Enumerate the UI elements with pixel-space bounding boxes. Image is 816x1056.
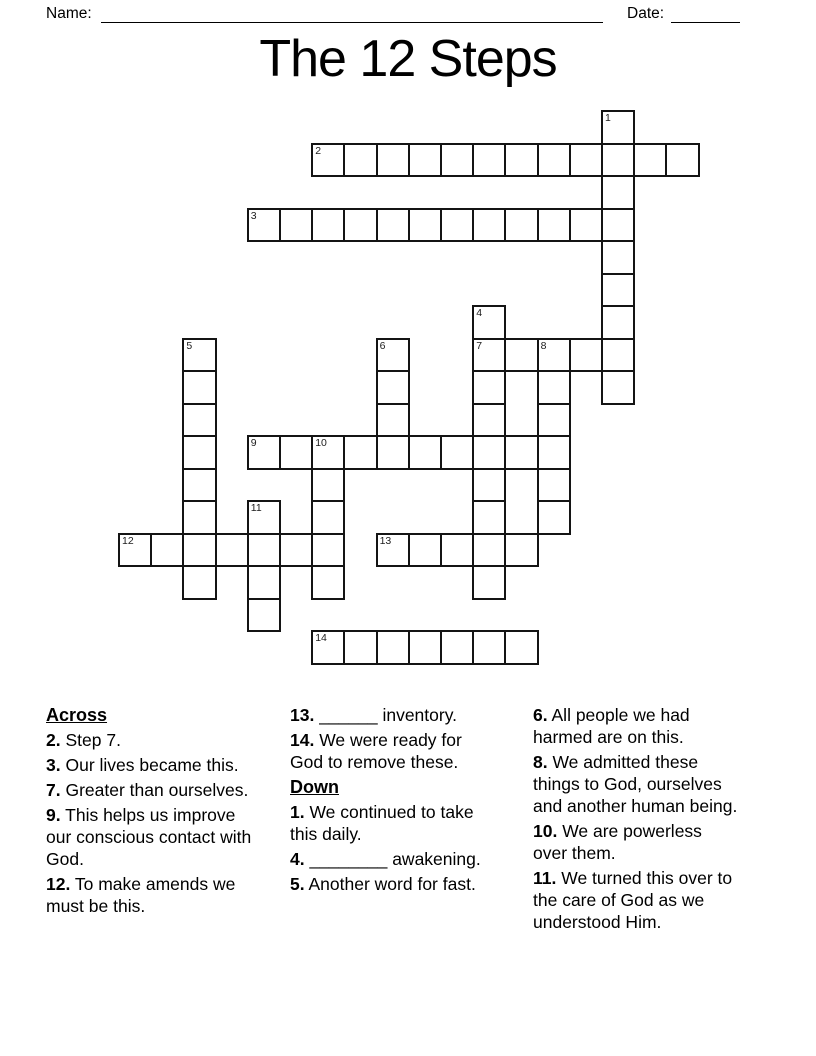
grid-cell[interactable] bbox=[504, 338, 538, 373]
clue-text: To make amends we must be this. bbox=[46, 874, 236, 916]
name-blank-line[interactable] bbox=[101, 5, 603, 23]
clue-number: 13. bbox=[290, 705, 315, 725]
grid-cell[interactable] bbox=[311, 533, 345, 568]
clue-number: 3. bbox=[46, 755, 61, 775]
grid-cell[interactable] bbox=[408, 435, 442, 470]
across-clues-header: Across bbox=[46, 705, 108, 725]
clue-down-10 bbox=[533, 820, 740, 864]
clue-text: This helps us improve our conscious contact with God. bbox=[46, 805, 252, 869]
grid-cell[interactable] bbox=[472, 468, 506, 503]
grid-cell[interactable] bbox=[247, 598, 281, 633]
grid-cell[interactable] bbox=[440, 533, 474, 568]
page-title: The 12 Steps bbox=[259, 30, 557, 88]
grid-cell[interactable] bbox=[311, 208, 345, 243]
clue-text: We turned this over to the care of God as we understood Him. bbox=[533, 868, 733, 932]
clue-number: 14. bbox=[290, 730, 315, 750]
grid-cell[interactable] bbox=[601, 143, 635, 178]
date-blank-line[interactable] bbox=[671, 5, 740, 23]
grid-cell[interactable] bbox=[247, 533, 281, 568]
cell-number: 8 bbox=[540, 339, 547, 352]
clue-number: 11. bbox=[533, 868, 557, 888]
grid-cell[interactable] bbox=[182, 500, 216, 535]
grid-cell[interactable] bbox=[537, 370, 571, 405]
clue-number: 6. bbox=[533, 705, 548, 725]
clue-column-1 bbox=[46, 704, 260, 920]
grid-cell[interactable] bbox=[343, 630, 377, 665]
grid-cell[interactable] bbox=[472, 208, 506, 243]
grid-cell[interactable] bbox=[279, 533, 313, 568]
clue-text: Greater than ourselves. bbox=[60, 780, 249, 800]
grid-cell[interactable] bbox=[118, 533, 152, 568]
clue-down-8 bbox=[533, 751, 740, 817]
grid-cell[interactable] bbox=[215, 533, 249, 568]
clue-number: 8. bbox=[533, 752, 548, 772]
clue-column-3 bbox=[533, 704, 740, 936]
grid-cell[interactable] bbox=[537, 403, 571, 438]
clue-down-4 bbox=[290, 848, 486, 870]
grid-cell[interactable] bbox=[601, 240, 635, 275]
cell-number: 6 bbox=[379, 339, 386, 352]
grid-cell[interactable] bbox=[343, 143, 377, 178]
clue-across-13 bbox=[290, 704, 486, 726]
cell-number: 2 bbox=[315, 144, 322, 157]
grid-cell[interactable] bbox=[408, 208, 442, 243]
grid-cell[interactable] bbox=[537, 338, 571, 373]
grid-cell[interactable] bbox=[601, 110, 635, 145]
grid-cell[interactable] bbox=[472, 630, 506, 665]
grid-cell[interactable] bbox=[537, 468, 571, 503]
grid-cell[interactable] bbox=[537, 208, 571, 243]
grid-cell[interactable] bbox=[376, 338, 410, 373]
clue-down-6 bbox=[533, 704, 740, 748]
grid-cell[interactable] bbox=[472, 370, 506, 405]
grid-cell[interactable] bbox=[537, 500, 571, 535]
clue-text: We admitted these things to God, ourselves and another human being. bbox=[533, 752, 738, 816]
clue-number: 7. bbox=[46, 780, 61, 800]
grid-cell[interactable] bbox=[472, 403, 506, 438]
grid-cell[interactable] bbox=[472, 305, 506, 340]
clue-across-14 bbox=[290, 729, 486, 773]
clue-number: 1. bbox=[290, 802, 305, 822]
clue-column-2 bbox=[290, 704, 486, 898]
grid-cell[interactable] bbox=[182, 533, 216, 568]
grid-cell[interactable] bbox=[472, 533, 506, 568]
cell-number: 13 bbox=[379, 534, 392, 547]
grid-cell[interactable] bbox=[376, 370, 410, 405]
grid-cell[interactable] bbox=[376, 403, 410, 438]
grid-cell[interactable] bbox=[665, 143, 699, 178]
clue-across-3 bbox=[46, 754, 260, 776]
grid-cell[interactable] bbox=[376, 630, 410, 665]
grid-cell[interactable] bbox=[182, 403, 216, 438]
grid-cell[interactable] bbox=[279, 435, 313, 470]
clue-text: All people we had harmed are on this. bbox=[533, 705, 690, 747]
clue-text: We continued to take this daily. bbox=[290, 802, 474, 844]
clue-number: 9. bbox=[46, 805, 61, 825]
cell-number: 7 bbox=[476, 339, 483, 352]
grid-cell[interactable] bbox=[504, 208, 538, 243]
grid-cell[interactable] bbox=[601, 338, 635, 373]
grid-cell[interactable] bbox=[440, 435, 474, 470]
grid-cell[interactable] bbox=[569, 208, 603, 243]
grid-cell[interactable] bbox=[343, 208, 377, 243]
grid-cell[interactable] bbox=[472, 435, 506, 470]
grid-cell[interactable] bbox=[311, 630, 345, 665]
cell-number: 11 bbox=[250, 502, 262, 514]
down-clues-header: Down bbox=[290, 777, 339, 797]
clue-across-7 bbox=[46, 779, 260, 801]
cell-number: 5 bbox=[186, 339, 193, 352]
date-label: Date: bbox=[627, 5, 665, 22]
grid-cell[interactable] bbox=[601, 305, 635, 340]
grid-cell[interactable] bbox=[504, 630, 538, 665]
grid-cell[interactable] bbox=[182, 338, 216, 373]
clue-text: ________ awakening. bbox=[304, 849, 481, 869]
name-label: Name: bbox=[46, 5, 92, 22]
clue-text: Step 7. bbox=[60, 730, 121, 750]
grid-cell[interactable] bbox=[633, 143, 667, 178]
grid-cell[interactable] bbox=[376, 208, 410, 243]
grid-cell[interactable] bbox=[569, 338, 603, 373]
clue-text: Another word for fast. bbox=[304, 874, 476, 894]
grid-cell[interactable] bbox=[311, 500, 345, 535]
clue-across-9 bbox=[46, 804, 260, 870]
grid-cell[interactable] bbox=[376, 143, 410, 178]
clue-number: 5. bbox=[290, 874, 305, 894]
grid-cell[interactable] bbox=[504, 143, 538, 178]
grid-cell[interactable] bbox=[537, 143, 571, 178]
grid-cell[interactable] bbox=[247, 435, 281, 470]
grid-cell[interactable] bbox=[279, 208, 313, 243]
cell-number: 4 bbox=[476, 307, 483, 319]
clue-number: 2. bbox=[46, 730, 61, 750]
grid-cell[interactable] bbox=[311, 468, 345, 503]
clue-down-1 bbox=[290, 801, 486, 845]
clue-text: ______ inventory. bbox=[314, 705, 458, 725]
cell-number: 1 bbox=[605, 112, 611, 124]
grid-cell[interactable] bbox=[247, 500, 281, 535]
clue-number: 12. bbox=[46, 874, 71, 894]
clue-number: 4. bbox=[290, 849, 305, 869]
cell-number: 14 bbox=[315, 632, 327, 644]
grid-cell[interactable] bbox=[472, 143, 506, 178]
cell-number: 10 bbox=[315, 437, 327, 449]
grid-cell[interactable] bbox=[376, 533, 410, 568]
grid-cell[interactable] bbox=[182, 468, 216, 503]
grid-cell[interactable] bbox=[311, 565, 345, 600]
clue-down-5 bbox=[290, 873, 486, 895]
grid-cell[interactable] bbox=[472, 338, 506, 373]
grid-cell[interactable] bbox=[601, 370, 635, 405]
cell-number: 12 bbox=[122, 534, 134, 547]
grid-cell[interactable] bbox=[472, 500, 506, 535]
clue-text: We are powerless over them. bbox=[533, 821, 702, 863]
grid-cell[interactable] bbox=[182, 565, 216, 600]
grid-cell[interactable] bbox=[601, 208, 635, 243]
grid-cell[interactable] bbox=[247, 565, 281, 600]
clue-down-11 bbox=[533, 867, 740, 933]
grid-cell[interactable] bbox=[472, 565, 506, 600]
grid-cell[interactable] bbox=[408, 630, 442, 665]
grid-cell[interactable] bbox=[601, 273, 635, 308]
grid-cell[interactable] bbox=[182, 370, 216, 405]
clue-text: Our lives became this. bbox=[60, 755, 239, 775]
grid-cell[interactable] bbox=[569, 143, 603, 178]
clue-across-2 bbox=[46, 729, 260, 751]
grid-cell[interactable] bbox=[376, 435, 410, 470]
grid-cell[interactable] bbox=[247, 208, 281, 243]
cell-number: 9 bbox=[250, 437, 257, 449]
grid-cell[interactable] bbox=[504, 435, 538, 470]
clue-number: 10. bbox=[533, 821, 558, 841]
cell-number: 3 bbox=[250, 209, 257, 222]
grid-cell[interactable] bbox=[440, 143, 474, 178]
clue-across-12 bbox=[46, 873, 260, 917]
clue-text: We were ready for God to remove these. bbox=[290, 730, 462, 772]
grid-cell[interactable] bbox=[440, 630, 474, 665]
grid-cell[interactable] bbox=[504, 533, 538, 568]
grid-cell[interactable] bbox=[408, 533, 442, 568]
grid-cell[interactable] bbox=[311, 435, 345, 470]
grid-cell[interactable] bbox=[440, 208, 474, 243]
grid-cell[interactable] bbox=[182, 435, 216, 470]
grid-cell[interactable] bbox=[150, 533, 184, 568]
grid-cell[interactable] bbox=[343, 435, 377, 470]
grid-cell[interactable] bbox=[408, 143, 442, 178]
grid-cell[interactable] bbox=[601, 175, 635, 210]
grid-cell[interactable] bbox=[311, 143, 345, 178]
grid-cell[interactable] bbox=[537, 435, 571, 470]
